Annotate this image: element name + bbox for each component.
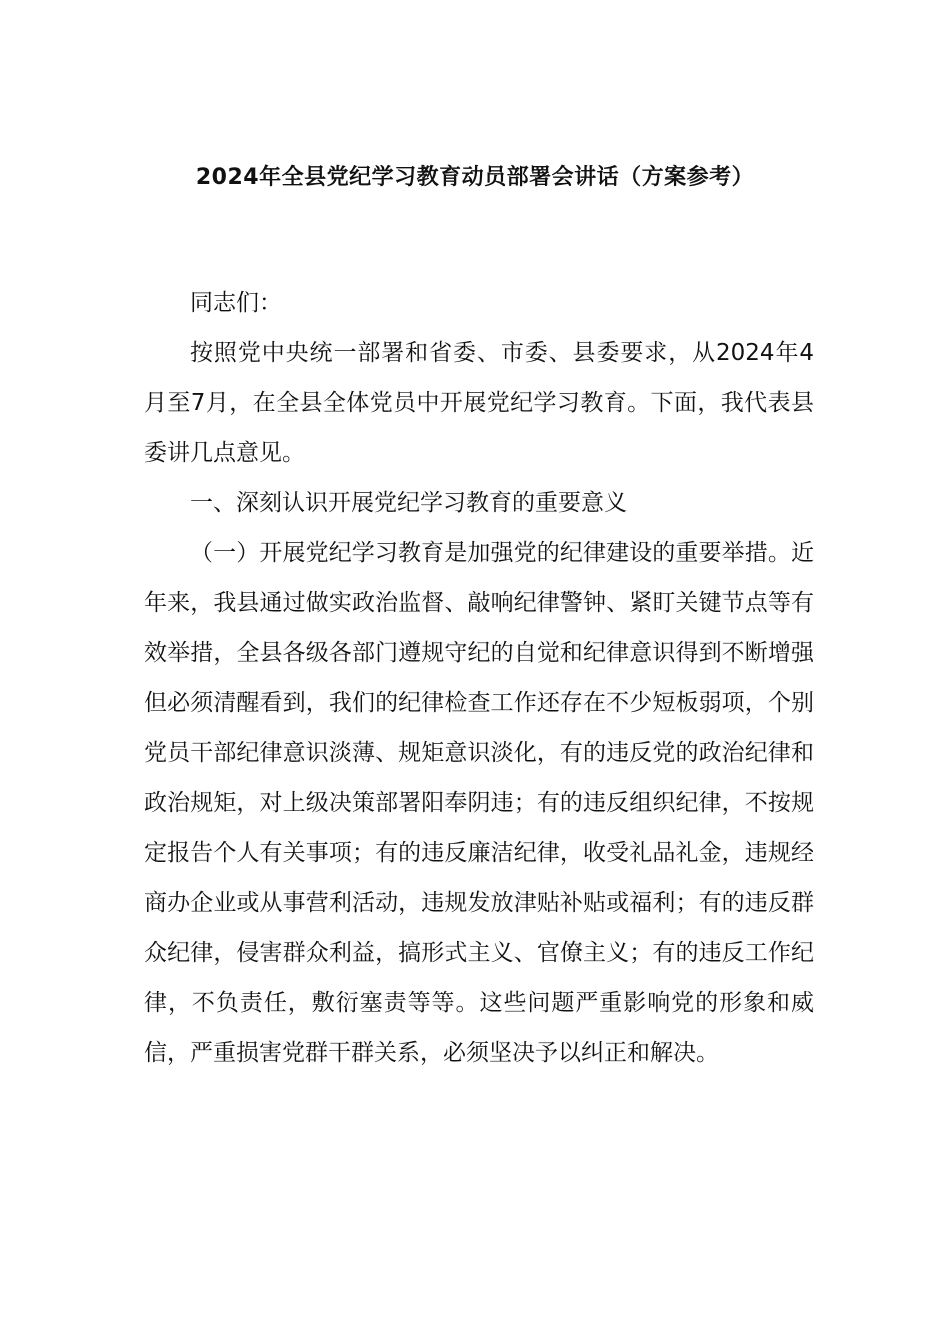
subsection-paragraph: （一）开展党纪学习教育是加强党的纪律建设的重要举措。近年来，我县通过做实政治监督、敲响纪律警钟、紧盯关键节点等有效举措，全县各级各部门遵规守纪的自觉和纪律意识得到不断增强但必须清醒看到，我们的纪律检查工作还存在不少短板弱项，个别党员干部纪律意识淡薄、规矩意识淡化，有的违反党的政治纪律和政治规矩，对上级决策部署阳奉阴违；有的违反组织纪律，不按规定报告个人有关事项；有的违反廉洁纪律，收受礼品礼金，违规经商办企业或从事营利活动，违规发放津贴补贴或福利；有的违反群众纪律，侵害群众利益，搞形式主义、官僚主义；有的违反工作纪律，不负责任，敷衍塞责等等。这些问题严重影响党的形象和威信，严重损害党群干群关系，必须坚决予以纠正和解决。 [144, 540, 814, 1066]
document-body [144, 278, 814, 1078]
document-title: 2024年全县党纪学习教育动员部署会讲话（方案参考） [195, 165, 755, 190]
intro-paragraph: 按照党中央统一部署和省委、市委、县委要求，从2024年4月至7月，在全县全体党员中开展党纪学习教育。下面，我代表县委讲几点意见。 [144, 340, 814, 466]
salutation-paragraph: 同志们： [190, 290, 282, 316]
section-heading: 一、深刻认识开展党纪学习教育的重要意义 [190, 490, 627, 516]
